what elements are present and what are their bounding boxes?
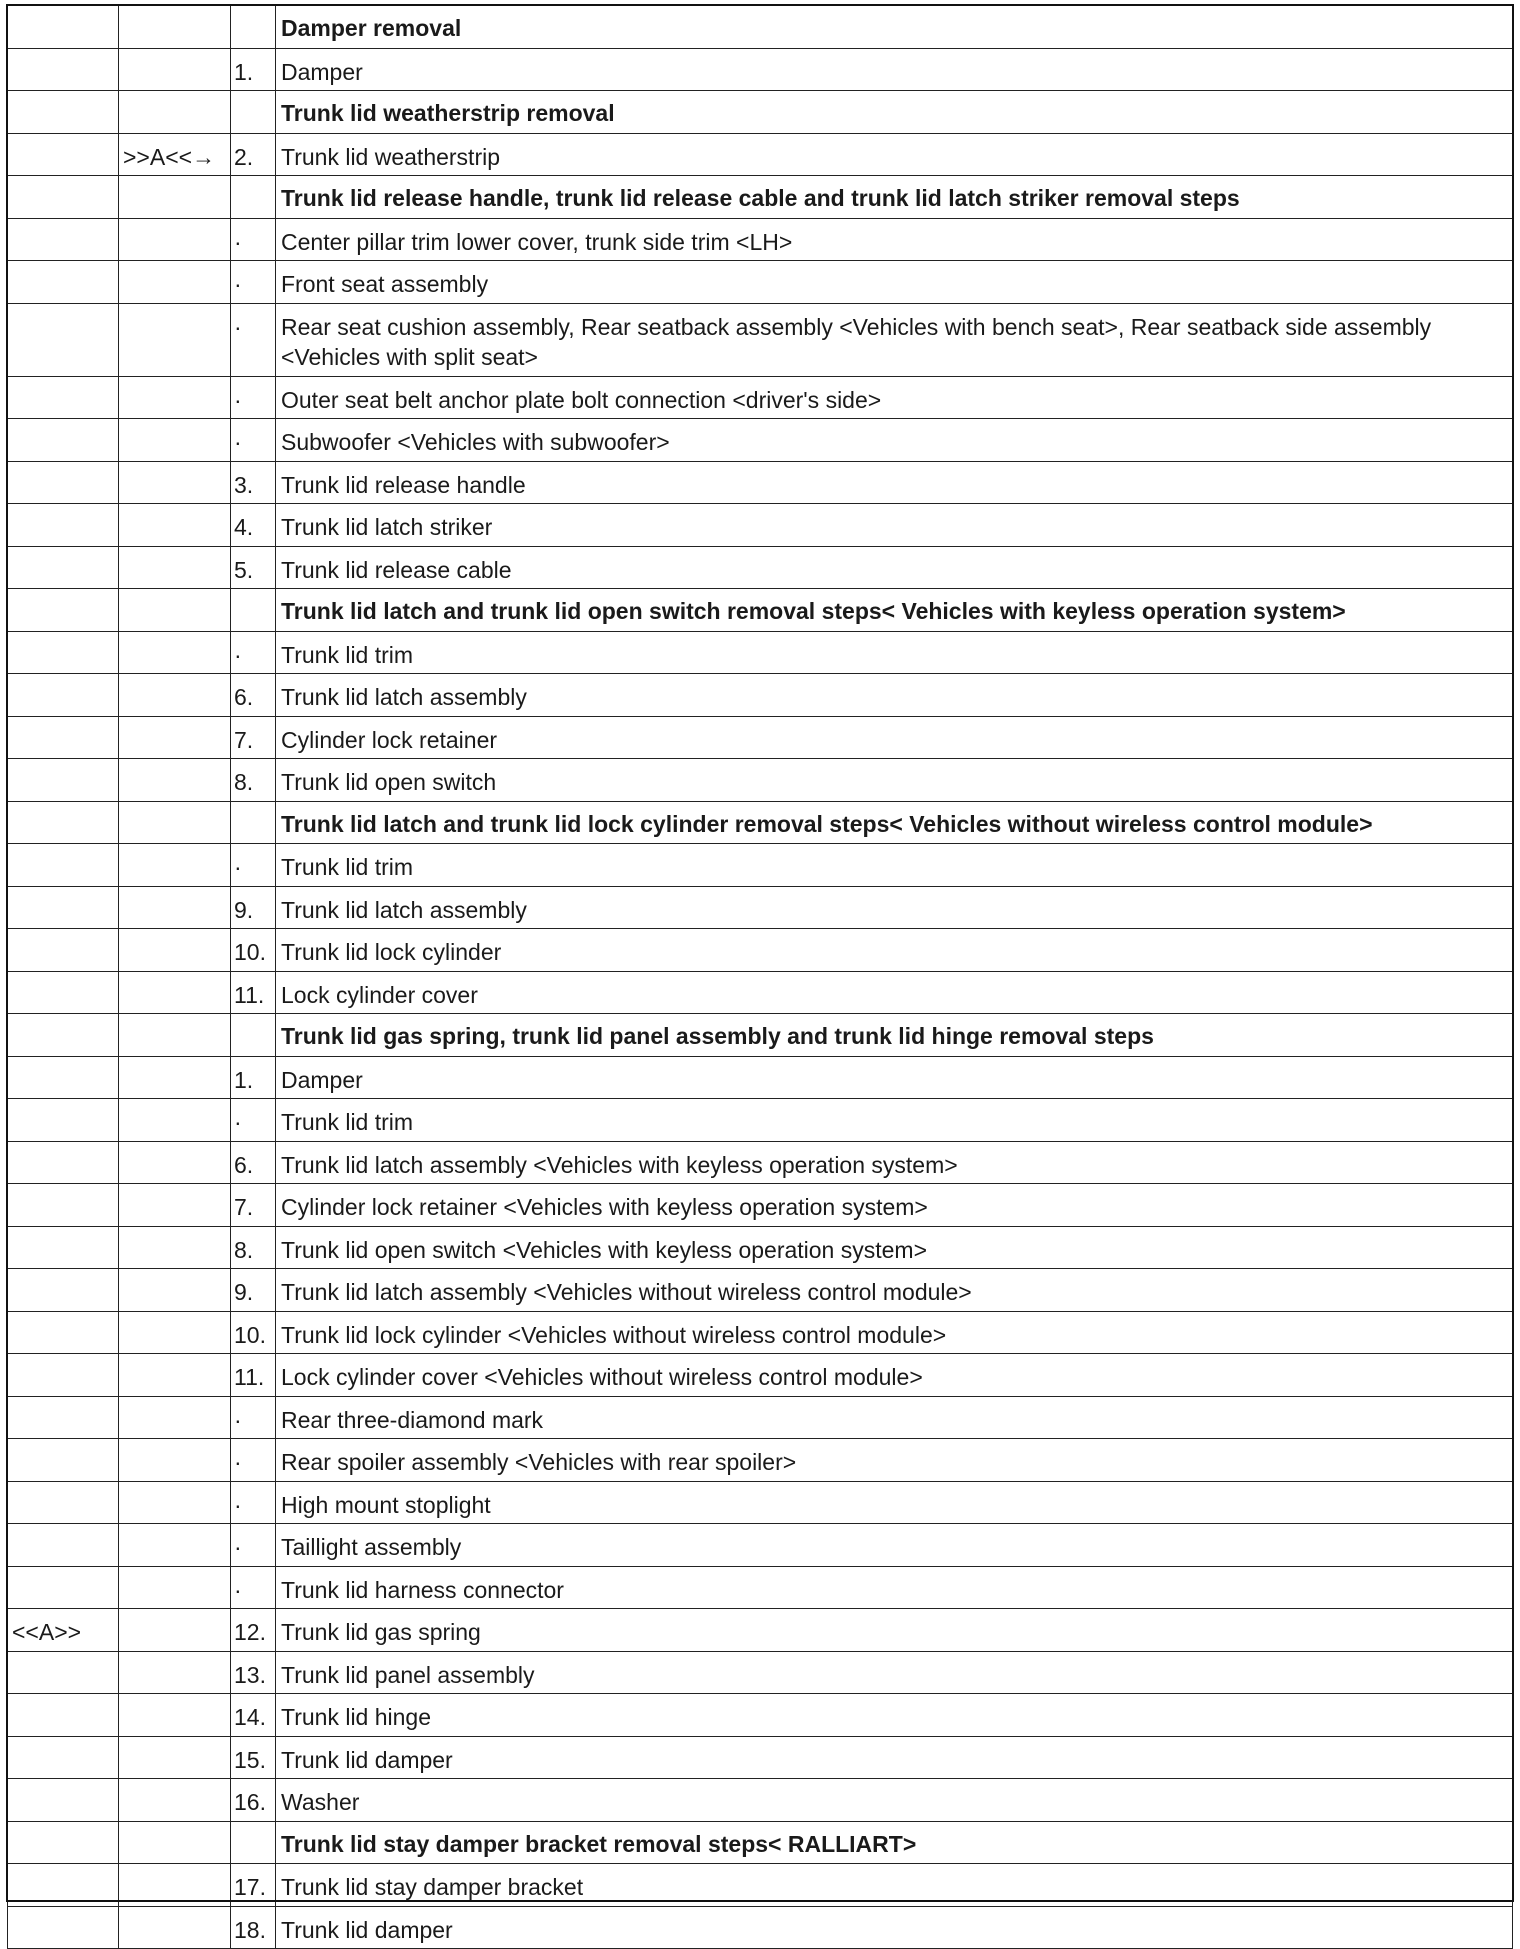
- install-point-cell: [119, 1226, 231, 1269]
- service-point-cell: [8, 504, 119, 547]
- install-point-cell: [119, 1269, 231, 1312]
- step-row: [8, 218, 1513, 261]
- section-title-cell: Trunk lid weatherstrip removal: [276, 91, 1513, 134]
- step-number-cell: 3.: [231, 461, 276, 504]
- section-title-cell: Damper removal: [276, 6, 1513, 49]
- install-point-cell: [119, 716, 231, 759]
- step-description-cell: Trunk lid open switch <Vehicles with keyless operation system>: [276, 1226, 1513, 1269]
- step-row: [8, 504, 1513, 547]
- step-row: [8, 971, 1513, 1014]
- step-description-cell: Trunk lid lock cylinder <Vehicles without wireless control module>: [276, 1311, 1513, 1354]
- install-point-cell: [119, 971, 231, 1014]
- service-point-cell: [8, 589, 119, 632]
- step-number-cell: 10.: [231, 929, 276, 972]
- service-point-cell: [8, 1864, 119, 1907]
- step-description-cell: Trunk lid weatherstrip: [276, 133, 1513, 176]
- step-row: [8, 1906, 1513, 1949]
- section-title-cell: Trunk lid latch and trunk lid lock cylinder removal steps< Vehicles without wireless control module>: [276, 801, 1513, 844]
- step-number-cell: 9.: [231, 1269, 276, 1312]
- section-header-row: [8, 176, 1513, 219]
- step-number-cell: ·: [231, 303, 276, 376]
- install-point-cell: [119, 546, 231, 589]
- service-point-cell: [8, 1906, 119, 1949]
- service-point-cell: [8, 1226, 119, 1269]
- service-point-cell: [8, 1439, 119, 1482]
- step-description-cell: Trunk lid latch assembly: [276, 886, 1513, 929]
- service-point-cell: [8, 716, 119, 759]
- step-row: [8, 1354, 1513, 1397]
- step-description-cell: High mount stoplight: [276, 1481, 1513, 1524]
- step-description-cell: Subwoofer <Vehicles with subwoofer>: [276, 419, 1513, 462]
- service-point-cell: [8, 631, 119, 674]
- step-number-cell: ·: [231, 1439, 276, 1482]
- service-point-cell: [8, 376, 119, 419]
- step-description-cell: Lock cylinder cover: [276, 971, 1513, 1014]
- install-point-cell: [119, 929, 231, 972]
- step-description-cell: Trunk lid trim: [276, 844, 1513, 887]
- service-point-cell: [8, 844, 119, 887]
- service-point-cell: [8, 1566, 119, 1609]
- step-number-cell: 11.: [231, 1354, 276, 1397]
- step-description-cell: Damper: [276, 1056, 1513, 1099]
- service-point-cell: [8, 801, 119, 844]
- step-number-cell: 7.: [231, 716, 276, 759]
- service-point-cell: [8, 303, 119, 376]
- install-point-cell: [119, 886, 231, 929]
- install-point-cell: [119, 303, 231, 376]
- step-number-cell: 4.: [231, 504, 276, 547]
- step-row: [8, 461, 1513, 504]
- service-point-cell: [8, 1141, 119, 1184]
- step-number-cell: [231, 589, 276, 632]
- step-number-cell: 2.: [231, 133, 276, 176]
- service-point-cell: [8, 674, 119, 717]
- install-point-cell: [119, 1056, 231, 1099]
- step-number-cell: 1.: [231, 1056, 276, 1099]
- service-point-cell: [8, 1524, 119, 1567]
- step-number-cell: ·: [231, 261, 276, 304]
- install-point-cell: [119, 176, 231, 219]
- step-description-cell: Trunk lid lock cylinder: [276, 929, 1513, 972]
- service-point-cell: [8, 261, 119, 304]
- section-header-row: [8, 1014, 1513, 1057]
- step-description-cell: Trunk lid trim: [276, 1099, 1513, 1142]
- step-row: [8, 1694, 1513, 1737]
- step-row: [8, 1566, 1513, 1609]
- service-point-cell: [8, 1184, 119, 1227]
- section-title-cell: Trunk lid latch and trunk lid open switch removal steps< Vehicles with keyless operation system>: [276, 589, 1513, 632]
- step-description-cell: Trunk lid latch assembly <Vehicles with keyless operation system>: [276, 1141, 1513, 1184]
- step-description-cell: Trunk lid release handle: [276, 461, 1513, 504]
- service-point-cell: <<A>>: [8, 1609, 119, 1652]
- step-description-cell: Trunk lid gas spring: [276, 1609, 1513, 1652]
- service-point-cell: [8, 1056, 119, 1099]
- install-point-cell: [119, 674, 231, 717]
- service-point-cell: [8, 1014, 119, 1057]
- install-point-cell: [119, 1821, 231, 1864]
- service-point-cell: [8, 91, 119, 134]
- section-title-cell: Trunk lid release handle, trunk lid release cable and trunk lid latch striker removal steps: [276, 176, 1513, 219]
- step-row: [8, 1099, 1513, 1142]
- service-point-cell: [8, 1099, 119, 1142]
- step-row: [8, 376, 1513, 419]
- service-point-cell: [8, 886, 119, 929]
- install-point-cell: [119, 1864, 231, 1907]
- step-description-cell: Trunk lid damper: [276, 1906, 1513, 1949]
- step-number-cell: 12.: [231, 1609, 276, 1652]
- removal-steps-body: [8, 6, 1513, 1949]
- service-point-cell: [8, 1779, 119, 1822]
- service-point-cell: [8, 1396, 119, 1439]
- step-row: [8, 929, 1513, 972]
- step-description-cell: Trunk lid release cable: [276, 546, 1513, 589]
- service-point-cell: [8, 1481, 119, 1524]
- step-number-cell: ·: [231, 1524, 276, 1567]
- step-number-cell: 9.: [231, 886, 276, 929]
- step-number-cell: ·: [231, 1566, 276, 1609]
- service-point-cell: [8, 929, 119, 972]
- service-point-cell: [8, 461, 119, 504]
- install-point-cell: [119, 1141, 231, 1184]
- step-row: [8, 1184, 1513, 1227]
- step-description-cell: Rear three-diamond mark: [276, 1396, 1513, 1439]
- step-description-cell: Trunk lid damper: [276, 1736, 1513, 1779]
- install-point-cell: [119, 1906, 231, 1949]
- removal-steps-table: [7, 5, 1513, 1949]
- service-point-cell: [8, 48, 119, 91]
- step-row: [8, 133, 1513, 176]
- install-point-cell: [119, 844, 231, 887]
- step-number-cell: [231, 1821, 276, 1864]
- section-title-cell: Trunk lid gas spring, trunk lid panel assembly and trunk lid hinge removal steps: [276, 1014, 1513, 1057]
- step-description-cell: Center pillar trim lower cover, trunk side trim <LH>: [276, 218, 1513, 261]
- service-point-cell: [8, 971, 119, 1014]
- install-point-cell: [119, 1736, 231, 1779]
- service-point-cell: [8, 1694, 119, 1737]
- install-point-cell: [119, 48, 231, 91]
- step-description-cell: Cylinder lock retainer: [276, 716, 1513, 759]
- step-description-cell: Trunk lid open switch: [276, 759, 1513, 802]
- install-point-cell: [119, 419, 231, 462]
- service-point-cell: [8, 176, 119, 219]
- step-number-cell: ·: [231, 419, 276, 462]
- step-row: [8, 48, 1513, 91]
- step-description-cell: Trunk lid stay damper bracket: [276, 1864, 1513, 1907]
- step-row: [8, 419, 1513, 462]
- service-point-cell: [8, 133, 119, 176]
- step-description-cell: Trunk lid hinge: [276, 1694, 1513, 1737]
- install-point-cell: [119, 261, 231, 304]
- step-description-cell: Trunk lid latch striker: [276, 504, 1513, 547]
- service-point-cell: [8, 759, 119, 802]
- step-row: [8, 1736, 1513, 1779]
- install-point-cell: [119, 376, 231, 419]
- step-row: [8, 1226, 1513, 1269]
- step-number-cell: 5.: [231, 546, 276, 589]
- step-number-cell: 17.: [231, 1864, 276, 1907]
- step-number-cell: 16.: [231, 1779, 276, 1822]
- step-row: [8, 1396, 1513, 1439]
- step-description-cell: Washer: [276, 1779, 1513, 1822]
- service-point-cell: [8, 1311, 119, 1354]
- section-header-row: [8, 589, 1513, 632]
- service-point-cell: [8, 419, 119, 462]
- step-row: [8, 1651, 1513, 1694]
- install-point-cell: [119, 504, 231, 547]
- step-number-cell: [231, 6, 276, 49]
- step-description-cell: Taillight assembly: [276, 1524, 1513, 1567]
- install-point-cell: [119, 759, 231, 802]
- install-point-cell: [119, 1354, 231, 1397]
- install-point-cell: [119, 1311, 231, 1354]
- install-point-cell: [119, 801, 231, 844]
- install-point-cell: [119, 1694, 231, 1737]
- install-point-cell: [119, 1014, 231, 1057]
- step-number-cell: 6.: [231, 1141, 276, 1184]
- step-row: [8, 631, 1513, 674]
- step-description-cell: Trunk lid latch assembly <Vehicles without wireless control module>: [276, 1269, 1513, 1312]
- step-number-cell: ·: [231, 1099, 276, 1142]
- step-number-cell: 14.: [231, 1694, 276, 1737]
- install-point-cell: [119, 589, 231, 632]
- step-description-cell: Cylinder lock retainer <Vehicles with keyless operation system>: [276, 1184, 1513, 1227]
- section-header-row: [8, 91, 1513, 134]
- step-number-cell: [231, 1014, 276, 1057]
- step-row: [8, 674, 1513, 717]
- service-point-cell: [8, 546, 119, 589]
- step-number-cell: ·: [231, 844, 276, 887]
- step-row: [8, 1439, 1513, 1482]
- service-point-cell: [8, 1821, 119, 1864]
- step-number-cell: 10.: [231, 1311, 276, 1354]
- install-point-cell: [119, 6, 231, 49]
- step-number-cell: [231, 91, 276, 134]
- step-number-cell: [231, 176, 276, 219]
- step-row: [8, 303, 1513, 376]
- step-description-cell: Damper: [276, 48, 1513, 91]
- step-number-cell: ·: [231, 218, 276, 261]
- install-point-cell: >>A<<→: [119, 133, 231, 176]
- section-header-row: [8, 801, 1513, 844]
- service-point-cell: [8, 6, 119, 49]
- section-title-cell: Trunk lid stay damper bracket removal steps< RALLIART>: [276, 1821, 1513, 1864]
- step-row: [8, 1779, 1513, 1822]
- step-description-cell: Rear seat cushion assembly, Rear seatback assembly <Vehicles with bench seat>, Rear seatback side assembly <Vehicles with split seat>: [276, 303, 1513, 376]
- step-number-cell: 7.: [231, 1184, 276, 1227]
- install-point-cell: [119, 1184, 231, 1227]
- service-point-cell: [8, 1736, 119, 1779]
- step-row: [8, 1481, 1513, 1524]
- step-number-cell: ·: [231, 376, 276, 419]
- step-description-cell: Rear spoiler assembly <Vehicles with rear spoiler>: [276, 1439, 1513, 1482]
- install-point-cell: [119, 218, 231, 261]
- install-point-cell: [119, 1566, 231, 1609]
- step-row: [8, 1311, 1513, 1354]
- install-point-cell: [119, 1651, 231, 1694]
- step-description-cell: Trunk lid trim: [276, 631, 1513, 674]
- install-point-cell: [119, 1524, 231, 1567]
- step-row: [8, 844, 1513, 887]
- step-number-cell: ·: [231, 1481, 276, 1524]
- step-number-cell: ·: [231, 631, 276, 674]
- install-point-cell: [119, 1439, 231, 1482]
- section-header-row: [8, 1821, 1513, 1864]
- install-point-cell: [119, 1609, 231, 1652]
- step-number-cell: [231, 801, 276, 844]
- service-point-cell: [8, 1651, 119, 1694]
- step-number-cell: 13.: [231, 1651, 276, 1694]
- step-number-cell: 8.: [231, 1226, 276, 1269]
- step-description-cell: Trunk lid harness connector: [276, 1566, 1513, 1609]
- install-point-cell: [119, 461, 231, 504]
- service-point-cell: [8, 1354, 119, 1397]
- step-row: [8, 1609, 1513, 1652]
- step-number-cell: 15.: [231, 1736, 276, 1779]
- install-point-cell: [119, 1481, 231, 1524]
- install-point-cell: [119, 1779, 231, 1822]
- step-number-cell: 1.: [231, 48, 276, 91]
- section-header-row: [8, 6, 1513, 49]
- step-description-cell: Trunk lid panel assembly: [276, 1651, 1513, 1694]
- install-point-cell: [119, 631, 231, 674]
- step-description-cell: Lock cylinder cover <Vehicles without wireless control module>: [276, 1354, 1513, 1397]
- step-description-cell: Trunk lid latch assembly: [276, 674, 1513, 717]
- step-row: [8, 759, 1513, 802]
- step-row: [8, 261, 1513, 304]
- step-row: [8, 1056, 1513, 1099]
- step-number-cell: 18.: [231, 1906, 276, 1949]
- step-number-cell: 11.: [231, 971, 276, 1014]
- install-point-cell: [119, 1099, 231, 1142]
- step-description-cell: Front seat assembly: [276, 261, 1513, 304]
- step-row: [8, 886, 1513, 929]
- step-row: [8, 1524, 1513, 1567]
- step-number-cell: ·: [231, 1396, 276, 1439]
- step-row: [8, 1141, 1513, 1184]
- install-point-cell: [119, 91, 231, 134]
- step-description-cell: Outer seat belt anchor plate bolt connection <driver's side>: [276, 376, 1513, 419]
- step-row: [8, 546, 1513, 589]
- install-point-cell: [119, 1396, 231, 1439]
- step-row: [8, 716, 1513, 759]
- step-number-cell: 8.: [231, 759, 276, 802]
- step-number-cell: 6.: [231, 674, 276, 717]
- step-row: [8, 1269, 1513, 1312]
- step-row: [8, 1864, 1513, 1907]
- service-point-cell: [8, 218, 119, 261]
- service-point-cell: [8, 1269, 119, 1312]
